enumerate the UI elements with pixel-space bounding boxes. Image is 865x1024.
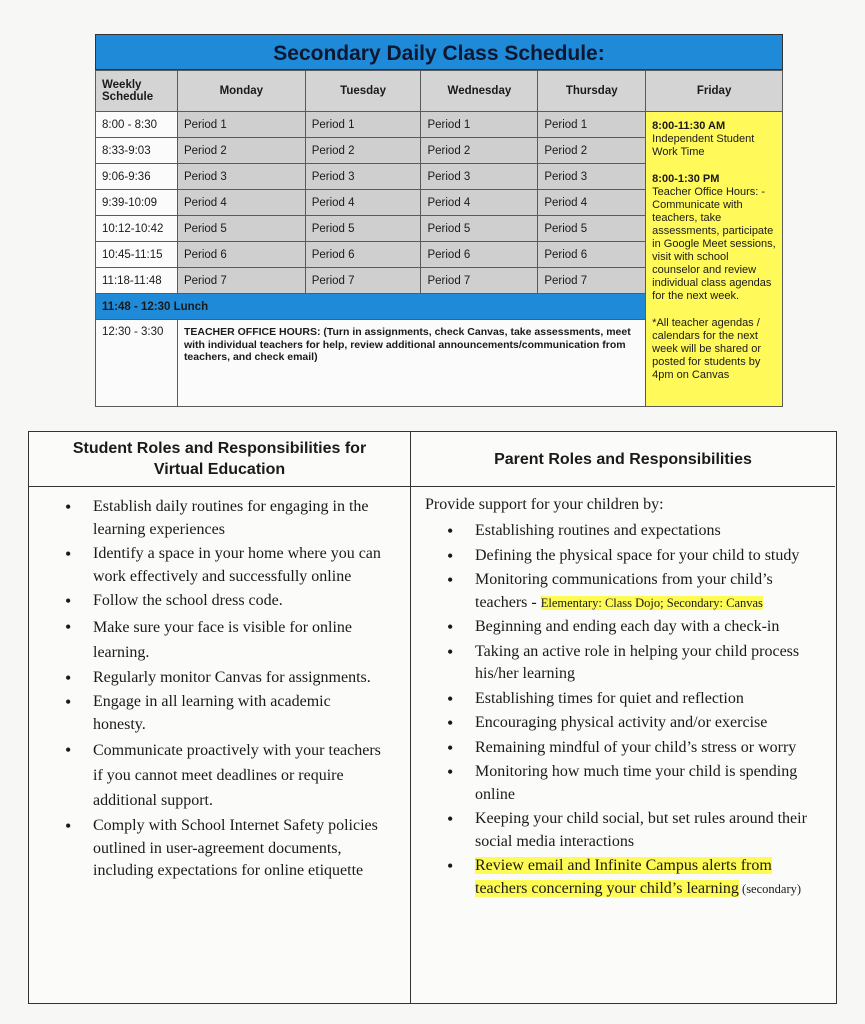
office-hours-time: 12:30 - 3:30	[96, 320, 178, 407]
list-item: • Communicate proactively with your teachers if you cannot meet deadlines or require additional support.	[93, 738, 383, 813]
period-cell: Period 1	[421, 112, 538, 138]
list-item: • Regularly monitor Canvas for assignments.	[93, 667, 383, 690]
period-cell: Period 7	[538, 268, 646, 294]
period-cell: Period 4	[538, 190, 646, 216]
period-cell: Period 4	[305, 190, 421, 216]
list-item: • Follow the school dress code.	[93, 590, 383, 613]
period-cell: Period 5	[421, 216, 538, 242]
roles-table	[28, 431, 837, 1004]
header-friday: Friday	[646, 71, 783, 112]
schedule-title: Secondary Daily Class Schedule:	[95, 34, 783, 70]
parent-roles-header: Parent Roles and Responsibilities	[411, 432, 835, 487]
list-item: • Keeping your child social, but set rules around their social media interactions	[475, 808, 825, 853]
period-cell: Period 6	[538, 242, 646, 268]
office-hours-note: TEACHER OFFICE HOURS: (Turn in assignments, check Canvas, take assessments, meet with individual teachers for help, review additional announcements/communication from teachers, and check email)	[177, 320, 645, 407]
list-item: • Make sure your face is visible for online learning.	[93, 615, 383, 665]
period-time: 9:39-10:09	[96, 190, 178, 216]
student-header-line2: Virtual Education	[153, 461, 286, 478]
header-monday: Monday	[177, 71, 305, 112]
friday-note: *All teacher agendas / calendars for the next week will be shared or posted for students by 4pm on Canvas	[652, 317, 762, 381]
list-item: • Beginning and ending each day with a check-in	[475, 616, 825, 639]
list-item: • Taking an active role in helping your child process his/her learning	[475, 641, 825, 686]
period-cell: Period 5	[538, 216, 646, 242]
period-cell: Period 5	[305, 216, 421, 242]
list-item: • Monitoring how much time your child is spending online	[475, 761, 825, 806]
period-cell: Period 4	[421, 190, 538, 216]
list-item: • Comply with School Internet Safety policies outlined in user-agreement documents, including expectations for online etiquette	[93, 815, 383, 883]
schedule-row	[96, 112, 783, 138]
list-item	[475, 569, 825, 614]
friday-block1-time: 8:00-11:30 AM	[652, 120, 726, 132]
header-weekly-schedule: Weekly Schedule	[96, 71, 178, 112]
period-cell: Period 6	[177, 242, 305, 268]
list-item: • Remaining mindful of your child’s stress or worry	[475, 737, 825, 760]
period-cell: Period 5	[177, 216, 305, 242]
header-tuesday: Tuesday	[305, 71, 421, 112]
period-cell: Period 2	[177, 138, 305, 164]
period-cell: Period 3	[305, 164, 421, 190]
header-wednesday: Wednesday	[421, 71, 538, 112]
period-cell: Period 7	[177, 268, 305, 294]
period-time: 8:00 - 8:30	[96, 112, 178, 138]
period-cell: Period 6	[305, 242, 421, 268]
list-item-text: Monitoring communications from your child’s teachers -	[475, 571, 773, 611]
list-item: • Encouraging physical activity and/or exercise	[475, 712, 825, 735]
period-cell: Period 1	[177, 112, 305, 138]
lunch-cell: 11:48 - 12:30 Lunch	[96, 294, 646, 320]
period-time: 8:33-9:03	[96, 138, 178, 164]
list-item: • Defining the physical space for your child to study	[475, 545, 825, 568]
period-cell: Period 7	[305, 268, 421, 294]
highlighted-item-text: Review email and Infinite Campus alerts from teachers concerning your child’s learning	[475, 857, 772, 897]
period-cell: Period 4	[177, 190, 305, 216]
period-cell: Period 3	[421, 164, 538, 190]
period-cell: Period 1	[538, 112, 646, 138]
list-item: • Establishing times for quiet and reflection	[475, 688, 825, 711]
period-cell: Period 3	[538, 164, 646, 190]
parent-intro: Provide support for your children by:	[425, 496, 664, 513]
friday-block2-text: Teacher Office Hours: -Communicate with teachers, take assessments, participate in Google Meet sessions, visit with school counselor and review individual class agendas for the next week.	[652, 186, 776, 302]
list-item	[475, 855, 825, 900]
list-item: • Establishing routines and expectations	[475, 520, 825, 543]
student-header-line1: Student Roles and Responsibilities for	[72, 440, 367, 457]
friday-block1-text: Independent Student Work Time	[652, 133, 755, 158]
student-responsibility-list	[93, 496, 383, 885]
class-schedule	[95, 34, 783, 402]
schedule-header-row	[96, 71, 783, 112]
parent-roles-column	[411, 432, 835, 1003]
period-cell: Period 2	[305, 138, 421, 164]
schedule-table	[95, 70, 783, 407]
list-item: • Identify a space in your home where you can work effectively and successfully online	[93, 543, 383, 588]
period-time: 11:18-11:48	[96, 268, 178, 294]
period-cell: Period 6	[421, 242, 538, 268]
parent-responsibility-list	[475, 520, 825, 902]
secondary-note: (secondary)	[738, 881, 802, 896]
period-cell: Period 7	[421, 268, 538, 294]
highlighted-platforms: Elementary: Class Dojo; Secondary: Canvas	[540, 595, 763, 610]
period-time: 10:45-11:15	[96, 242, 178, 268]
period-cell: Period 3	[177, 164, 305, 190]
header-thursday: Thursday	[538, 71, 646, 112]
student-roles-header	[29, 432, 410, 487]
friday-block2-time: 8:00-1:30 PM	[652, 173, 720, 185]
period-cell: Period 2	[421, 138, 538, 164]
friday-schedule-cell	[646, 112, 783, 407]
student-roles-column	[29, 432, 411, 1003]
list-item: • Establish daily routines for engaging in the learning experiences	[93, 496, 383, 541]
period-time: 10:12-10:42	[96, 216, 178, 242]
period-cell: Period 2	[538, 138, 646, 164]
period-cell: Period 1	[305, 112, 421, 138]
list-item: • Engage in all learning with academic honesty.	[93, 691, 383, 736]
period-time: 9:06-9:36	[96, 164, 178, 190]
